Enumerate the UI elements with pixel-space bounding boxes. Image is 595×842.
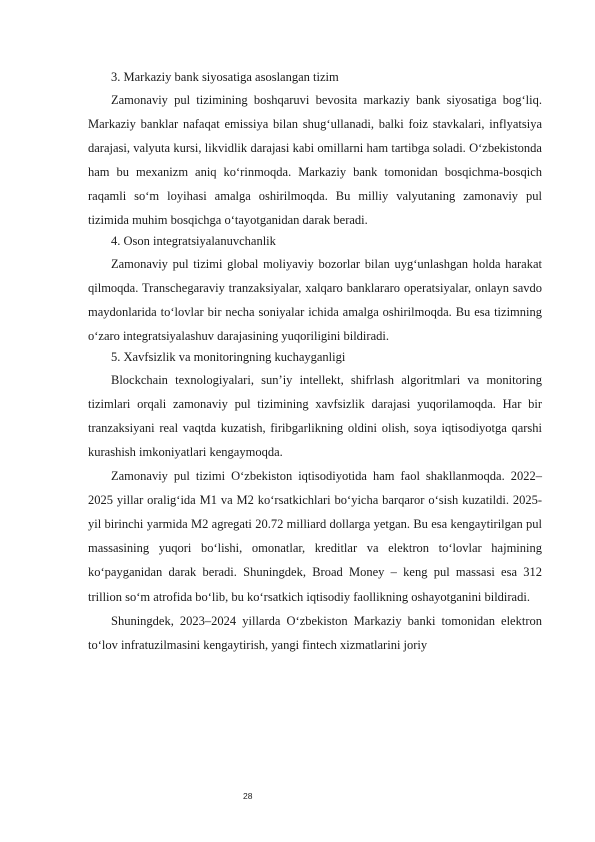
section-heading-security: 5. Xavfsizlik va monitoringning kuchayganligi (111, 350, 346, 365)
paragraph-central-bank: Zamonaviy pul tizimining boshqaruvi bevosita markaziy bank siyosatiga bog‘liq. Markaziy banklar nafaqat emissiya bilan shug‘ullanadi, balki foiz stavkalari, inflyatsiya darajasi, valyuta kursi, likvidlik darajasi kabi omillarni ham tartibga soladi. O‘zbekistonda ham bu mexanizm aniq ko‘rinmoqda. Markaziy bank tomonidan bosqichma-bosqich raqamli so‘m loyihasi amalga oshirilmoqda. Bu milliy valyutaning zamonaviy pul tizimida muhim bosqichga o‘tayotganidan darak beradi. (88, 92, 542, 228)
paragraph-fintech: Shuningdek, 2023–2024 yillarda O‘zbekiston Markaziy banki tomonidan elektron to‘lov infratuzilmasini kengaytirish, yangi fintech xizmatlarini joriy (88, 613, 542, 652)
section-heading-central-bank: 3. Markaziy bank siyosatiga asoslangan tizim (111, 70, 339, 84)
section-heading-integration: 4. Oson integratsiyalanuvchanlik (111, 234, 276, 249)
paragraph-money-supply: Zamonaviy pul tizimi O‘zbekiston iqtisodiyotida ham faol shakllanmoqda. 2022–2025 yillar oralig‘ida M1 va M2 ko‘rsatkichlari bo‘yicha barqaror o‘sish kuzatildi. 2025-yil birinchi yarmida M2 agregati 20.72 milliard dollarga yetgan. Bu esa kengaytirilgan pul massasining yuqori bo‘lishi, omonatlar, kreditlar va elektron to‘lovlar hajmining ko‘payganidan darak beradi. Shuningdek, Broad Money – keng pul massasi esa 312 trillion so‘m atrofida bo‘lib, bu ko‘rsatkich iqtisodiy faollikning oshayotganini bildiradi. (88, 469, 542, 604)
paragraph-security: Blockchain texnologiyalari, sun’iy intellekt, shifrlash algoritmlari va monitoring tizimlari orqali zamonaviy pul tizimining xavfsizlik darajasi yuqorilamoqda. Har bir tranzaksiyani real vaqtda kuzatish, firibgarlikning oldini olish, soya iqtisodiyotga qarshi kurashish imkoniyatlari kengaymoqda. (88, 372, 542, 459)
document-body (88, 68, 542, 657)
paragraph-integration: Zamonaviy pul tizimi global moliyaviy bozorlar bilan uyg‘unlashgan holda harakat qilmoqda. Transchegaraviy tranzaksiyalar, xalqaro banklararo operatsiyalar, onlayn savdo maydonlarida to‘lovlar bir necha soniyalar ichida amalga oshirilmoqda. Bu esa tizimning o‘zaro integratsiyalashuv darajasining yuqoriligini bildiradi. (88, 256, 542, 344)
page-number: 28 (243, 791, 253, 801)
